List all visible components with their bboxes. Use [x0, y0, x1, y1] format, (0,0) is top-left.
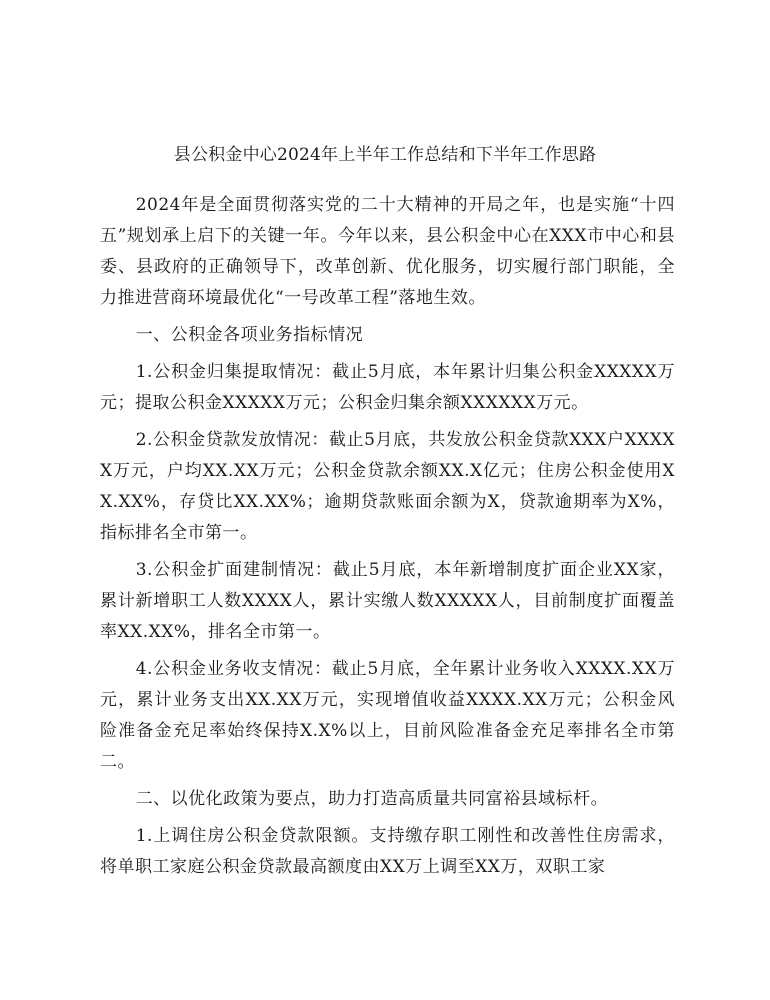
intro-paragraph: 2024年是全面贯彻落实党的二十大精神的开局之年，也是实施“十四五”规划承上启下的关键一年。今年以来，县公积金中心在XXX市中心和县委、县政府的正确领导下，改革创新、优化服务，切实履行部门职能，全力推进营商环境最优化“一号改革工程”落地生效。	[100, 195, 675, 308]
paragraph-item-3: 3.公积金扩面建制情况：截止5月底，本年新增制度扩面企业XX家，累计新增职工人数XXXX人，累计实缴人数XXXXX人，目前制度扩面覆盖率XX.XX%，排名全市第一。	[100, 560, 675, 642]
paragraph-item-4: 4.公积金业务收支情况：截止5月底，全年累计业务收入XXXX.XX万元，累计业务支出XX.XX万元，实现增值收益XXXX.XX万元；公积金风险准备金充足率始终保持X.X%以上，目前风险准备金充足率排名全市第二。	[100, 659, 675, 772]
document-body	[100, 190, 675, 889]
paragraph-item-2: 2.公积金贷款发放情况：截止5月底，共发放公积金贷款XXX户XXXXX万元，户均XX.XX万元；公积金贷款余额XX.X亿元；住房公积金使用XX.XX%，存贷比XX.XX%；逾期贷款账面余额为X，贷款逾期率为X%，指标排名全市第一。	[100, 430, 675, 543]
section-heading-1: 一、公积金各项业务指标情况	[135, 325, 364, 345]
paragraph-item-5: 1.上调住房公积金贷款限额。支持缴存职工刚性和改善性住房需求，将单职工家庭公积金贷款最高额度由XX万上调至XX万，双职工家	[100, 826, 675, 877]
paragraph-item-1: 1.公积金归集提取情况：截止5月底，本年累计归集公积金XXXXX万元；提取公积金XXXXX万元；公积金归集余额XXXXXX万元。	[100, 362, 675, 413]
section-heading-2: 二、以优化政策为要点，助力打造高质量共同富裕县域标杆。	[135, 789, 609, 809]
document-title: 县公积金中心2024年上半年工作总结和下半年工作思路	[173, 145, 597, 165]
